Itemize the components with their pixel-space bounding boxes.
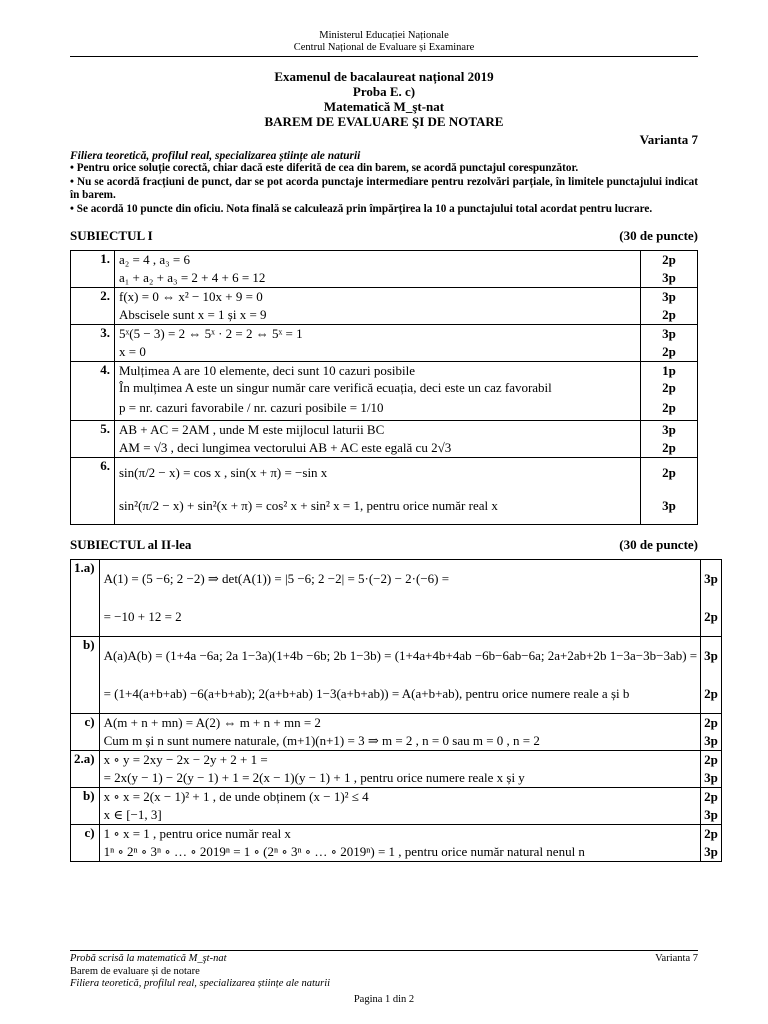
center-name: Centrul Național de Evaluare și Examinare bbox=[293, 42, 475, 53]
solution-cell bbox=[115, 288, 641, 325]
ministry-name: Ministerul Educației Naționale bbox=[319, 30, 449, 41]
points-value: 3p bbox=[704, 770, 718, 785]
page-number: Pagina 1 din 2 bbox=[353, 993, 415, 1005]
item-number: 6. bbox=[71, 458, 115, 525]
item-number: 1. bbox=[71, 251, 115, 288]
points-value: 2p bbox=[662, 344, 676, 359]
points-cell bbox=[701, 788, 722, 825]
solution-line: 1 ∘ x = 1 , pentru orice număr real x bbox=[103, 826, 291, 841]
points-value: 2p bbox=[662, 440, 676, 455]
solution-line: = −10 + 12 = 2 bbox=[103, 609, 182, 624]
solution-line: În mulțimea A este un singur număr care verifică ecuația, deci este un caz favorabil bbox=[119, 380, 552, 395]
solution-cell bbox=[115, 362, 641, 421]
solution-cell bbox=[115, 458, 641, 525]
subject2-title: SUBIECTUL al II-lea bbox=[70, 537, 192, 552]
solution-cell bbox=[99, 751, 701, 788]
solution-line: A(m + n + mn) = A(2) ⇔ m + n + mn = 2 bbox=[103, 715, 321, 730]
variant-label: Varianta 7 bbox=[639, 132, 698, 147]
solution-cell bbox=[99, 788, 701, 825]
points-value: 2p bbox=[704, 826, 718, 841]
points-value: 3p bbox=[662, 422, 676, 437]
points-value: 2p bbox=[662, 252, 676, 267]
item-number: 2.a) bbox=[71, 751, 100, 788]
points-value: 2p bbox=[662, 400, 676, 415]
note-item: • Pentru orice soluție corectă, chiar dacă este diferită de cea din barem, se acordă punctajul corespunzător. bbox=[70, 162, 698, 176]
solution-cell bbox=[99, 714, 701, 751]
solution-line: sin²(π/2 − x) + sin²(x + π) = cos² x + sin² x = 1, pentru orice număr real x bbox=[119, 498, 498, 513]
proba-title: Proba E. c) bbox=[352, 84, 416, 99]
subject-title: Matematică M_şt-nat bbox=[323, 99, 445, 114]
footer-barem: Barem de evaluare și de notare bbox=[70, 965, 200, 977]
points-value: 2p bbox=[704, 686, 718, 701]
footer-exam: Probă scrisă la matematică M_şt-nat bbox=[70, 953, 227, 964]
table-row bbox=[71, 825, 722, 862]
points-cell bbox=[641, 421, 698, 458]
solution-line: a₁ + a₂ + a₃ = 2 + 4 + 6 = 12 bbox=[119, 270, 266, 285]
solution-line: 1ⁿ ∘ 2ⁿ ∘ 3ⁿ ∘ … ∘ 2019ⁿ = 1 ∘ (2ⁿ ∘ 3ⁿ ∘ … ∘ 2019ⁿ) = 1 , pentru orice număr natural nenul n bbox=[103, 844, 585, 859]
solution-line: x ∈ [−1, 3] bbox=[103, 807, 162, 822]
subject2-points: (30 de puncte) bbox=[619, 537, 698, 552]
solution-line: a₂ = 4 , a₃ = 6 bbox=[119, 252, 191, 267]
points-value: 1p bbox=[662, 363, 676, 378]
table-row bbox=[71, 788, 722, 825]
points-cell bbox=[641, 362, 698, 421]
points-value: 3p bbox=[704, 844, 718, 859]
solution-line: = 2x(y − 1) − 2(y − 1) + 1 = 2(x − 1)(y − 1) + 1 , pentru orice numere reale x și y bbox=[103, 770, 525, 785]
points-value: 2p bbox=[704, 752, 718, 767]
table-row bbox=[71, 560, 722, 637]
solution-line: A(a)A(b) = (1+4a −6a; 2a 1−3a)(1+4b −6b; 2b 1−3b) = (1+4a+4b+4ab −6b−6ab−6a; 2a+2ab+2b 1−3a−3b−3ab) = bbox=[103, 648, 698, 663]
points-cell bbox=[701, 637, 722, 714]
solution-line: Mulțimea A are 10 elemente, deci sunt 10 cazuri posibile bbox=[119, 363, 416, 378]
solution-cell bbox=[115, 251, 641, 288]
table-row bbox=[71, 458, 698, 525]
header-divider bbox=[70, 56, 698, 57]
table-row bbox=[71, 251, 698, 288]
item-number: b) bbox=[71, 788, 100, 825]
note-item: • Se acordă 10 puncte din oficiu. Nota finală se calculează prin împărțirea la 10 a punctajului total acordat pentru lucrare. bbox=[70, 203, 698, 217]
points-value: 3p bbox=[662, 326, 676, 341]
item-number: c) bbox=[71, 714, 100, 751]
table-row bbox=[71, 637, 722, 714]
subject2-heading bbox=[70, 537, 698, 553]
points-value: 2p bbox=[662, 380, 676, 395]
points-cell bbox=[641, 251, 698, 288]
points-cell bbox=[701, 714, 722, 751]
subject1-table bbox=[70, 250, 698, 525]
points-value: 2p bbox=[704, 789, 718, 804]
table-row bbox=[71, 421, 698, 458]
subject1-heading bbox=[70, 228, 698, 244]
barem-title: BAREM DE EVALUARE ŞI DE NOTARE bbox=[264, 114, 504, 129]
subject1-title: SUBIECTUL I bbox=[70, 228, 153, 243]
solution-line: Cum m și n sunt numere naturale, (m+1)(n+1) = 3 ⇒ m = 2 , n = 0 sau m = 0 , n = 2 bbox=[103, 733, 540, 748]
item-number: 5. bbox=[71, 421, 115, 458]
item-number: c) bbox=[71, 825, 100, 862]
solution-line: Abscisele sunt x = 1 și x = 9 bbox=[119, 307, 267, 322]
solution-line: AB + AC = 2AM , unde M este mijlocul laturii BC bbox=[119, 422, 385, 437]
table-row bbox=[71, 714, 722, 751]
item-number: 4. bbox=[71, 362, 115, 421]
table-row bbox=[71, 325, 698, 362]
solution-cell bbox=[99, 825, 701, 862]
filiera-label: Filiera teoretică, profilul real, specializarea științe ale naturii bbox=[70, 150, 361, 162]
solution-line: A(1) = (5 −6; 2 −2) ⇒ det(A(1)) = |5 −6; 2 −2| = 5·(−2) − 2·(−6) = bbox=[103, 571, 450, 586]
page-footer bbox=[70, 950, 698, 1006]
solution-line: p = nr. cazuri favorabile / nr. cazuri posibile = 1/10 bbox=[119, 400, 384, 415]
points-cell bbox=[641, 288, 698, 325]
table-row bbox=[71, 751, 722, 788]
subject1-points: (30 de puncte) bbox=[619, 228, 698, 243]
points-value: 2p bbox=[704, 609, 718, 624]
points-cell bbox=[701, 560, 722, 637]
solution-line: = (1+4(a+b+ab) −6(a+b+ab); 2(a+b+ab) 1−3(a+b+ab)) = A(a+b+ab), pentru orice numere reale a și b bbox=[103, 686, 630, 701]
grading-notes bbox=[70, 162, 698, 216]
points-value: 2p bbox=[662, 307, 676, 322]
solution-cell bbox=[115, 325, 641, 362]
points-value: 3p bbox=[662, 289, 676, 304]
points-value: 2p bbox=[662, 465, 676, 480]
solution-line: sin(π/2 − x) = cos x , sin(x + π) = −sin x bbox=[119, 465, 328, 480]
footer-filiera: Filiera teoretică, profilul real, specializarea științe ale naturii bbox=[70, 978, 331, 989]
item-number: b) bbox=[71, 637, 100, 714]
footer-variant: Varianta 7 bbox=[655, 953, 698, 964]
points-cell bbox=[641, 458, 698, 525]
points-cell bbox=[641, 325, 698, 362]
note-item: • Nu se acordă fracțiuni de punct, dar se pot acorda punctaje intermediare pentru rezolvări parțiale, în limitele punctajului indicat în barem. bbox=[70, 176, 698, 203]
solution-line: AM = √3 , deci lungimea vectorului AB + AC este egală cu 2√3 bbox=[119, 440, 452, 455]
solution-line: x ∘ x = 2(x − 1)² + 1 , de unde obținem (x − 1)² ≤ 4 bbox=[103, 789, 369, 804]
solution-cell bbox=[115, 421, 641, 458]
subject2-table bbox=[70, 559, 722, 862]
exam-title: Examenul de bacalaureat național 2019 bbox=[274, 69, 494, 84]
solution-line: f(x) = 0 ⇔ x² − 10x + 9 = 0 bbox=[119, 289, 263, 304]
table-row bbox=[71, 288, 698, 325]
points-value: 3p bbox=[704, 807, 718, 822]
points-value: 3p bbox=[704, 648, 718, 663]
solution-cell bbox=[99, 637, 701, 714]
table-row bbox=[71, 362, 698, 421]
points-value: 3p bbox=[704, 733, 718, 748]
points-value: 3p bbox=[704, 571, 718, 586]
solution-line: 5ˣ(5 − 3) = 2 ⇔ 5ˣ · 2 = 2 ⇔ 5ˣ = 1 bbox=[119, 326, 303, 341]
item-number: 2. bbox=[71, 288, 115, 325]
points-cell bbox=[701, 751, 722, 788]
points-value: 3p bbox=[662, 270, 676, 285]
solution-line: x = 0 bbox=[119, 344, 146, 359]
points-cell bbox=[701, 825, 722, 862]
solution-cell bbox=[99, 560, 701, 637]
points-value: 3p bbox=[662, 498, 676, 513]
item-number: 3. bbox=[71, 325, 115, 362]
item-number: 1.a) bbox=[71, 560, 100, 637]
solution-line: x ∘ y = 2xy − 2x − 2y + 2 + 1 = bbox=[103, 752, 268, 767]
points-value: 2p bbox=[704, 715, 718, 730]
